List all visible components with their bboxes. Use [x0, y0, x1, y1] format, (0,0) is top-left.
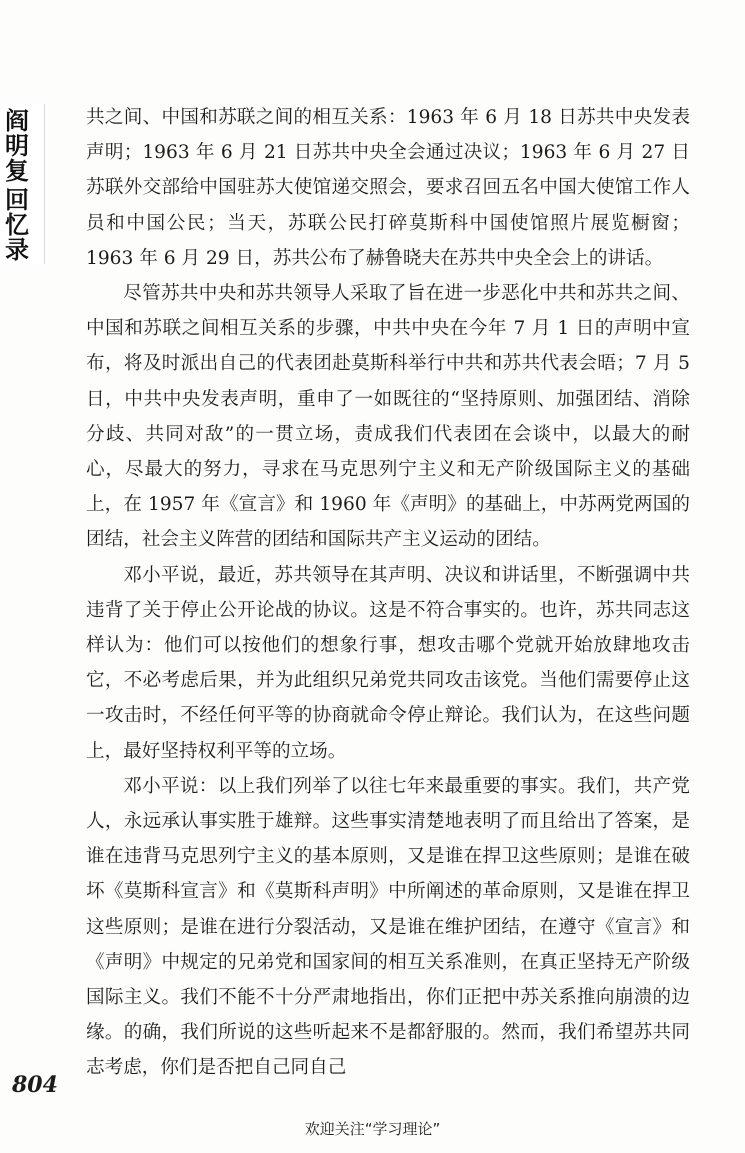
book-title-vertical	[4, 108, 30, 262]
book-title-char: 明	[5, 131, 29, 160]
paragraph: 邓小平说，最近，苏共领导在其声明、决议和讲话里，不断强调中共违背了关于停止公开论战的协议。这是不符合事实的。也许，苏共同志这样认为：他们可以按他们的想象行事，想攻击哪个党就开始放肆地攻击它，不必考虑后果，并为此组织兄弟党共同攻击该党。当他们需要停止这一攻击时，不经任何平等的协商就命令停止辩论。我们认为，在这些问题上，最好坚持权利平等的立场。	[86, 564, 690, 762]
book-title-char: 阎	[5, 106, 29, 135]
book-title-char: 复	[5, 156, 29, 185]
footer-note: 欢迎关注“学习理论”	[304, 1120, 441, 1138]
book-title-char: 忆	[5, 210, 29, 239]
paragraph-continued: 共之间、中国和苏联之间的相互关系：1963 年 6 月 18 日苏共中央发表声明；1963 年 6 月 21 日苏共中央全会通过决议；1963 年 6 月 27 日苏联外交部给中国驻苏大使馆递交照会，要求召回五名中国大使馆工作人员和中国公民；当天，苏联公民打碎莫斯科中国使馆照片展览橱窗；1963 年 6 月 29 日，苏共公布了赫鲁晓夫在苏共中央全会上的讲话。	[86, 107, 690, 269]
paragraph: 邓小平说：以上我们列举了以往七年来最重要的事实。我们，共产党人，永远承认事实胜于雄辩。这些事实清楚地表明了而且给出了答案，是谁在违背马克思列宁主义的基本原则，又是谁在捍卫这些原则；是谁在破坏《莫斯科宣言》和《莫斯科声明》中所阐述的革命原则，又是谁在捍卫这些原则；是谁在进行分裂活动，又是谁在维护团结，在遵守《宣言》和《声明》中规定的兄弟党和国家间的相互关系准则，在真正坚持无产阶级国际主义。我们不能不十分严肃地指出，你们正把中苏关系推向崩溃的边缘。的确，我们所说的这些听起来不是都舒服的。然而，我们希望苏共同志考虑，你们是否把自己同自己	[86, 775, 690, 1079]
paragraph: 尽管苏共中央和苏共领导人采取了旨在进一步恶化中共和苏共之间、中国和苏联之间相互关系的步骤，中共中央在今年 7 月 1 日的声明中宣布，将及时派出自己的代表团赴莫斯科举行中共和苏共代表会晤；7 月 5 日，中共中央发表声明，重申了一如既往的“坚持原则、加强团结、消除分歧、共同对敌”的一贯立场，责成我们代表团在会谈中，以最大的耐心，尽最大的努力，寻求在马克思列宁主义和无产阶级国际主义的基础上，在 1957 年《宣言》和 1960 年《声明》的基础上，中苏两党两国的团结，社会主义阵营的团结和国际共产主义运动的团结。	[86, 283, 690, 551]
book-title-char: 回	[5, 185, 29, 214]
page-number: 804	[12, 1072, 58, 1098]
body-text	[86, 100, 690, 1086]
book-title-char: 录	[5, 235, 29, 264]
